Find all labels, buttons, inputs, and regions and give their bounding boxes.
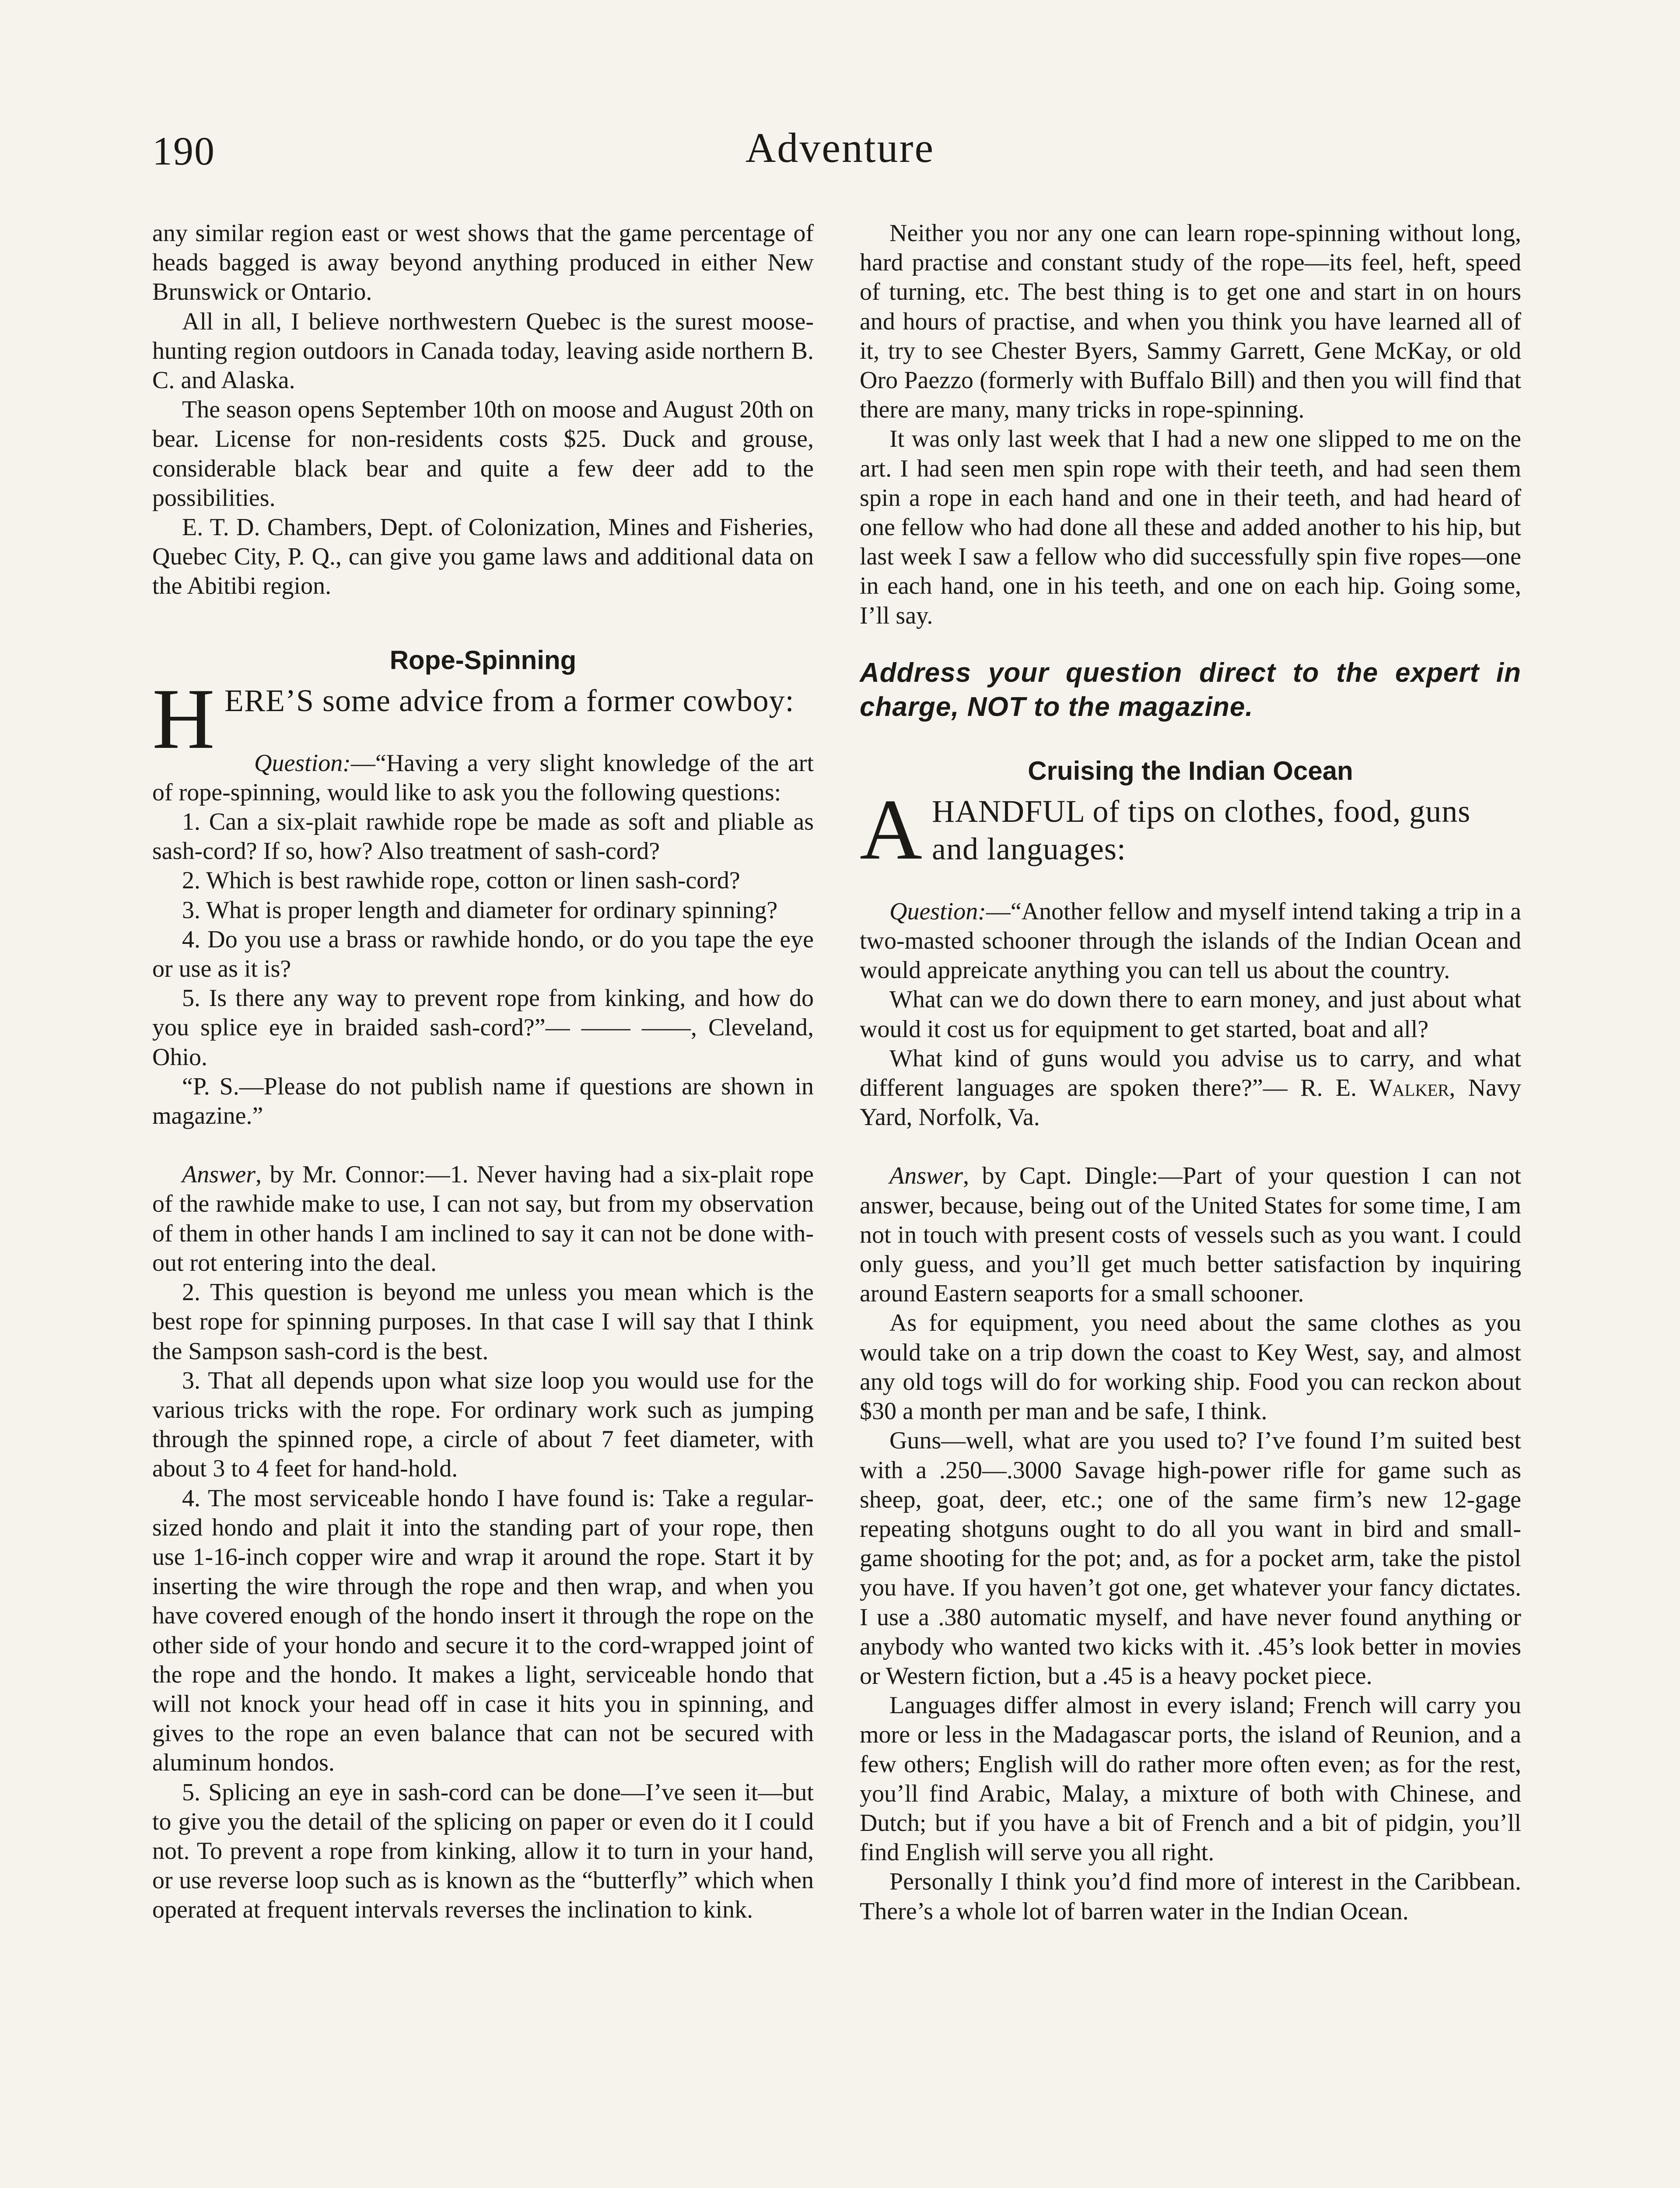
signature-name: R. E. Walker <box>1300 1074 1449 1102</box>
question-text: What kind of guns would you advise us to carry, and what different languages are spoken there?”— <box>860 1045 1521 1102</box>
left-column <box>152 219 814 1925</box>
question-label: Question: <box>254 749 351 777</box>
lead-text: HANDFUL of tips on clothes, food, guns and languages: <box>932 793 1471 866</box>
question-item <box>860 1044 1521 1133</box>
section-lead <box>860 781 1521 877</box>
question-item: 3. What is proper length and diameter for ordinary spinning? <box>182 896 778 924</box>
question-text: —“Another fellow and myself intend taking a trip in a two-masted schooner through the islands of the Indian Ocean and would appreicate anything you can tell us about the country. <box>860 898 1521 984</box>
question-paragraph <box>152 749 814 807</box>
question-item: 1. Can a six-plait rawhide rope be made as soft and pliable as sash-cord? If so, how? Also treatment of sash-cord? <box>152 808 814 865</box>
right-column <box>860 219 1521 1926</box>
paragraph: The season opens September 10th on moose and August 20th on bear. License for non-residents costs $25. Duck and grouse, considerable black bear and quite a few deer add to the possibilities. <box>152 396 814 512</box>
answer-text: , by Capt. Dingle:—Part of your question I can not answer, because, being out of the United States for some time, I am not in touch with present costs of vessels such as you want. I could only guess, and you’ll get much better satisfaction by inquiring around Eastern seaports for a small schooner. <box>860 1162 1521 1308</box>
drop-cap: H <box>152 670 215 767</box>
answer-item: 5. Splicing an eye in sash-cord can be done—I’ve seen it—but to give you the detail of the splicing on paper or even do it I could not. To prevent a rope from kinking, allow it to turn in your hand, or use reverse loop such as is known as the “butterfly” which when operated at frequent intervals reverses the inclination to kink. <box>152 1778 814 1924</box>
paragraph: All in all, I believe northwestern Quebec is the surest moose-hunting region outdoors in Canada today, leaving aside northern B. C. and Alaska. <box>152 308 814 394</box>
paragraph: E. T. D. Chambers, Dept. of Colonization, Mines and Fisheries, Quebec City, P. Q., can give you game laws and additional data on the Abitibi region. <box>152 514 814 600</box>
question-paragraph <box>860 897 1521 985</box>
answer-paragraph <box>152 1160 814 1278</box>
answer-text: , by Mr. Connor:—1. Never having had a six-plait rope of the rawhide make to use, I can not say, but from my observation of them in other hands I am inclined to say it can not be done without rot entering into the deal. <box>152 1161 814 1276</box>
question-item: What can we do down there to earn money, and just about what would it cost us for equipment to get started, boat and all? <box>860 986 1521 1043</box>
running-head <box>152 123 1528 180</box>
page-number: 190 <box>152 129 215 173</box>
paragraph: Neither you nor any one can learn rope-spinning without long, hard practise and constant study of the rope—its feel, heft, speed of turning, etc. The best thing is to get one and start in on hours and hours of practise, and when you think you have learned all of it, try to see Chester Byers, Sammy Garrett, Gene McKay, or old Oro Paezzo (formerly with Buffalo Bill) and then you will find that there are many, many tricks in rope-spinning. <box>860 220 1521 424</box>
paragraph: any similar region east or west shows that the game percentage of heads bagged is away beyond anything produced in either New Brunswick or Ontario. <box>152 220 814 306</box>
answer-item: As for equipment, you need about the same clothes as you would take on a trip down the coast to Key West, say, and almost any old togs will do for working ship. Food you can reckon about $30 a month per man and be safe, I think. <box>860 1309 1521 1425</box>
drop-cap: A <box>860 781 922 877</box>
question-text: —“Having a very slight knowledge of the art of rope-spinning, would like to ask you the following questions: <box>152 749 814 806</box>
section-title-indian-ocean: Cruising the Indian Ocean <box>1028 756 1353 785</box>
answer-item: Personally I think you’d find more of interest in the Caribbean. There’s a whole lot of barren water in the Indian Ocean. <box>860 1868 1521 1925</box>
answer-item: Languages differ almost in every island; French will carry you more or less in the Madagascar ports, the island of Reunion, and a few others; English will do rather more often even; as for the rest, you’ll find Arabic, Malay, a mixture of both with Chinese, and Dutch; but if you have a bit of French and a bit of pidgin, you’ll find English will serve you all right. <box>860 1692 1521 1866</box>
lead-text: ERE’S some advice from a former cowboy: <box>224 683 794 718</box>
question-item: 2. Which is best rawhide rope, cotton or linen sash-cord? <box>182 867 740 894</box>
answer-item: Guns—well, what are you used to? I’ve found I’m suited best with a .250—.3000 Savage high-power rifle for game such as sheep, goat, deer, etc.; one of the same firm’s new 12-gage repeating shotguns ought to do all you want in bird and small-game shooting for the pot; and, as for a pocket arm, take the pistol you have. If you haven’t got one, get whatever your fancy dictates. I use a .380 automatic myself, and have never found anything or anybody who wanted two kicks with it. .45’s look better in movies or Western fiction, but a .45 is a heavy pocket piece. <box>860 1427 1521 1690</box>
section-title-rope-spinning: Rope-Spinning <box>389 645 577 675</box>
postscript: “P. S.—Please do not publish name if questions are shown in magazine.” <box>152 1073 814 1130</box>
answer-item: 4. The most serviceable hondo I have found is: Take a regular-sized hondo and plait it into the standing part of your rope, then use 1-16-inch copper wire and wrap it around the rope. Start it by inserting the wire through the rope and then wrap, and when you have covered enough of the hondo insert it through the rope on the other side of your hondo and secure it to the cord-wrapped joint of the rope and the hondo. It makes a light, serviceable hondo that will not knock your head off in case it hits you in spinning, and gives to the rope an even balance that can not be secured with aluminum hondos. <box>152 1484 814 1777</box>
question-label: Question: <box>889 898 986 925</box>
answer-paragraph <box>860 1161 1521 1308</box>
question-item: 4. Do you use a brass or rawhide hondo, or do you tape the eye or use as it is? <box>152 926 814 983</box>
answer-item: 2. This question is beyond me unless you mean which is the best rope for spinning purposes. In that case I will say that I think the Sampson sash-cord is the best. <box>152 1279 814 1365</box>
signature-address: , Navy Yard, Norfolk, Va. <box>860 1074 1521 1131</box>
question-item: 5. Is there any way to prevent rope from kinking, and how do you splice eye in braided sash-cord?”— —— ——, Cleveland, Ohio. <box>152 985 814 1071</box>
answer-item: 3. That all depends upon what size loop you would use for the various tricks with the rope. For ordinary work such as jumping through the spinned rope, a circle of about 7 feet diameter, with about 3 to 4 feet for hand-hold. <box>152 1367 814 1483</box>
magazine-title: Adventure <box>745 124 935 171</box>
editorial-notice: Address your question direct to the expert in charge, NOT to the magazine. <box>860 657 1521 722</box>
paragraph: It was only last week that I had a new one slipped to me on the art. I had seen men spin rope with their teeth, and had seen them spin a rope in each hand and one in their teeth, and had heard of one fellow who had done all these and added another to his hip, but last week I saw a fellow who did successfully spin five ropes—one in each hand, one in his teeth, and one on each hip. Going some, I’ll say. <box>860 425 1521 629</box>
answer-label: Answer <box>182 1161 256 1189</box>
answer-label: Answer <box>889 1162 963 1190</box>
